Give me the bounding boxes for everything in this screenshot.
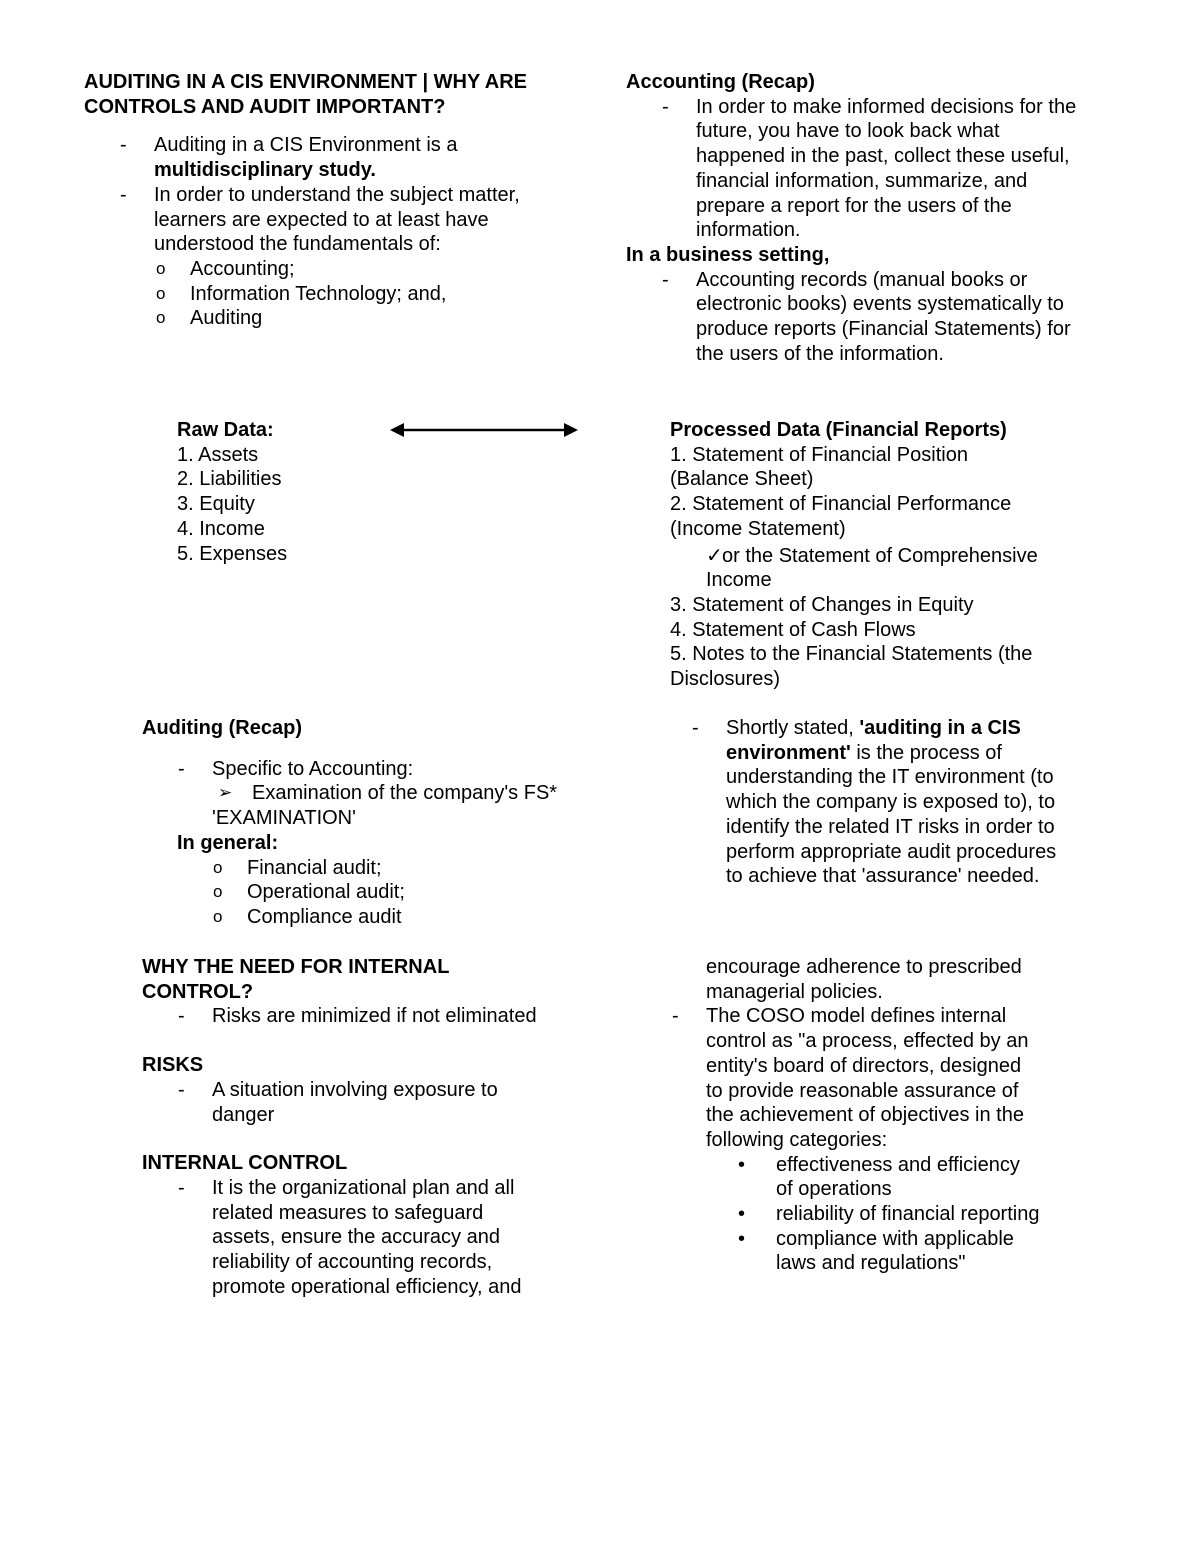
coso-category: • effectiveness and efficiency of operations [738,1153,1020,1201]
raw-data-item: 2. Liabilities [177,468,282,491]
auditing-section [142,716,572,930]
raw-data-item: 3. Equity [177,493,255,516]
intro-bullet-1: - Auditing in a CIS Environment is a multidisciplinary study. [154,133,558,182]
raw-data-item: 1. Assets [177,443,259,466]
intro-bullet-2: - In order to understand the subject matter, learners are expected to at least have understood the fundamentals of: [154,183,558,257]
arrowhead-bullet-icon: ➢ [218,783,233,803]
raw-data-section [177,418,377,566]
processed-data-section: Processed Data (Financial Reports) 1. Statement of Financial Position (Balance Sheet) 2. Statement of Financial Performance (Income Statement) ✓ or the Statement of Comprehensive Income 3. Statement of Changes in Equity 4. Statement of Cash Flows 5. Notes to the Financial Statements (the Disclosures) [670,418,1058,692]
general-heading: In general: [177,831,279,854]
accounting-bullet-1: - In order to make informed decisions for the future, you have to look back what happened in the past, collect these useful, financial information, summarize, and prepare a report for the users of the information. [662,95,1077,242]
internal-control-bullet: - It is the organizational plan and all related measures to safeguard assets, ensure the accuracy and reliability of accounting records, promote operational efficiency, and [178,1176,522,1298]
intro-subitem: o Accounting; [156,257,295,280]
general-item: o Compliance audit [213,905,402,928]
intro-title-line1: AUDITING IN A CIS ENVIRONMENT | WHY ARE [84,71,528,93]
intro-subitem: o Auditing [156,307,263,330]
coso-category: • reliability of financial reporting [738,1203,1040,1226]
accounting-bullet-2: - Accounting records (manual books or electronic books) events systematically to produce reports (Financial Statements) for the users of the information. [662,268,1071,365]
need-bullet: - Risks are minimized if not eliminated [178,1005,537,1028]
internal-control-title: INTERNAL CONTROL [142,1152,348,1175]
coso-section: encourage adherence to prescribed managerial policies. - The COSO model defines internal control as "a process, effected by an entity's board of directors, designed to provide reasonable assurance of the achievement of objectives in the following categories: • effectiveness and efficiency of operations • reliability of financial reporting • compliance with applicable laws and regulations" [706,955,1060,1276]
need-title-line2: CONTROL? [142,980,254,1003]
risks-title: RISKS [142,1054,204,1077]
cis-summary: - Shortly stated, 'auditing in a CIS environment' is the process of understanding the IT environment (to which the company is exposed to), to identify the related IT risks in order to perform appropriate audit procedures to achieve that 'assurance' needed. [692,717,1057,888]
raw-data-title: Raw Data: [177,419,274,441]
auditing-specific: - Specific to Accounting: ➢ Examination of the company's FS* 'EXAMINATION' [178,757,558,830]
check-icon: ✓ [706,544,723,567]
intro-bullet2-line2: learners are expected to at least have [154,208,489,231]
general-item: o Financial audit; [213,856,382,879]
processed-data-title: Processed Data (Financial Reports) [670,419,1007,441]
accounting-title: Accounting (Recap) [626,71,815,93]
raw-data-item: 5. Expenses [177,542,288,565]
intro-bullet2-line1: In order to understand the subject matter, [154,183,520,206]
accounting-section [626,70,1100,366]
intro-section [84,70,558,331]
intro-bullet1-text: Auditing in a CIS Environment is a [154,134,458,157]
auditing-title: Auditing (Recap) [142,717,302,739]
coso-bullet: - The COSO model defines internal control as "a process, effected by an entity's board of directors, designed to provide reasonable assurance of the achievement of objectives in the following categories: [672,1005,1029,1151]
risks-bullet: - A situation involving exposure to danger [178,1078,498,1126]
internal-control-need-section [142,955,566,1299]
intro-bullet1-bold: multidisciplinary study. [154,159,376,182]
coso-category: • compliance with applicable laws and regulations" [738,1227,1014,1275]
intro-title-line2: CONTROLS AND AUDIT IMPORTANT? [84,95,446,118]
business-setting-heading: In a business setting, [626,243,830,266]
double-arrow-icon [390,420,578,440]
intro-bullet2-line3: understood the fundamentals of: [154,233,441,256]
general-item: o Operational audit; [213,881,405,904]
intro-subitem: o Information Technology; and, [156,282,447,305]
raw-data-item: 4. Income [177,517,265,540]
need-title-line1: WHY THE NEED FOR INTERNAL [142,956,450,978]
